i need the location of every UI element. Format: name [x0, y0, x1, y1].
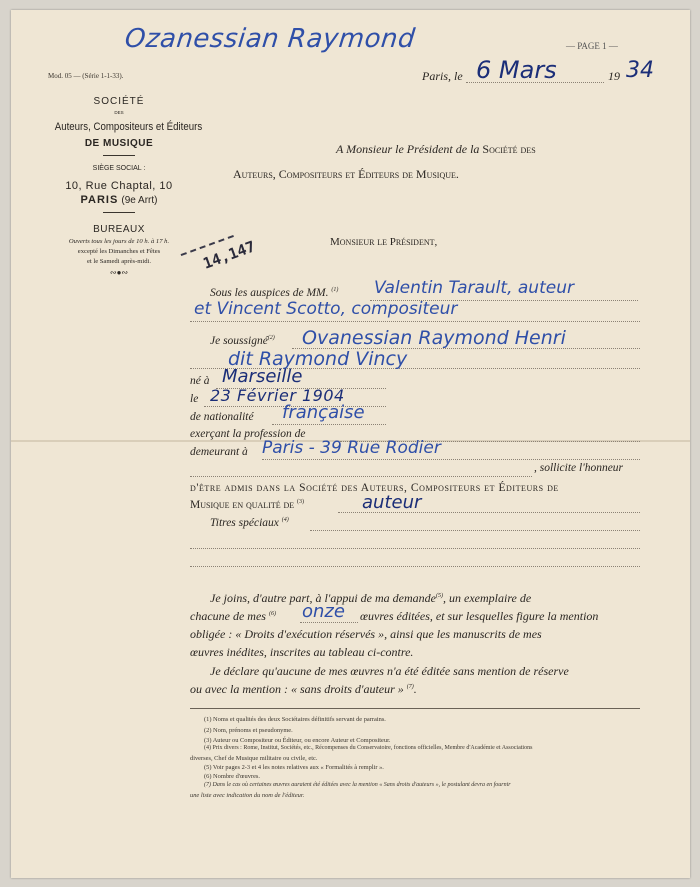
city-name: PARIS	[80, 194, 119, 206]
le-label: le	[190, 393, 199, 405]
place-date-label: Paris, le	[422, 69, 463, 83]
footnote-3: (3) Auteur ou Compositeur ou Éditeur, ou encore Auteur et Compositeur.	[204, 737, 391, 744]
year-handwritten: 34	[626, 58, 654, 83]
addressee-society: Société des	[482, 142, 536, 156]
salutation: Monsieur le Président,	[330, 236, 438, 248]
count-hand: onze	[302, 601, 345, 622]
footnote-5: (5) Voir pages 2-3 et 4 les notes relatives aux « Formalités à remplir ».	[204, 764, 384, 771]
footnote-2: (2) Nom, prénoms et pseudonyme.	[204, 727, 293, 734]
ne-hand: Marseille	[222, 366, 303, 387]
auspices-note: (1)	[331, 287, 339, 294]
auspices-dots-2	[190, 321, 640, 322]
nationality-hand: française	[282, 402, 365, 423]
le-hand: 23 Février 1904	[210, 386, 345, 405]
bureaux-hours-2: excepté les Dimanches et Fêtes	[77, 248, 161, 255]
footnote-7b: une liste avec indication du nom de l'éditeur.	[190, 792, 305, 799]
soussigne-note: (2)	[267, 335, 275, 342]
p2-l2-text: ou avec la mention : « sans droits d'auteur »	[190, 682, 404, 696]
footnote-7a: (7) Dans le cas où certaines œuvres auraient été éditées avec la mention « Sans droits d'auteurs », le postulant devra en fournir	[204, 782, 511, 788]
addressee-prefix: A Monsieur le Président de la	[336, 142, 480, 156]
qualite-label	[190, 499, 304, 511]
addressee-line-1	[336, 142, 536, 157]
titres-dots-1	[310, 530, 640, 531]
footnote-4b: diverses, Chef de Musique militaire ou civile, etc.	[190, 755, 318, 762]
paragraph-1-line-3: obligée : « Droits d'exécution réservés », ainsi que les manuscrits de mes	[190, 627, 542, 641]
profession-label: exerçant la profession de	[190, 428, 306, 440]
auspices-hand-2: et Vincent Scotto, compositeur	[194, 299, 458, 319]
date-handwritten: 6 Mars	[476, 56, 557, 84]
bureaux-hours-3: et le Samedi après-midi.	[86, 258, 152, 265]
society-music: DE MUSIQUE	[84, 138, 154, 149]
siege-city	[55, 194, 183, 206]
titres-note: (4)	[281, 517, 289, 524]
society-authors: Auteurs, Compositeurs et Éditeurs	[54, 121, 203, 133]
p2-l2-note: (7)	[406, 684, 414, 690]
bureaux-label: BUREAUX	[93, 224, 145, 235]
auspices-label	[210, 287, 338, 299]
footnote-1: (1) Noms et qualités des deux Sociétaires définitifs servant de parrains.	[204, 716, 386, 723]
ne-label: né à	[190, 375, 210, 387]
qualite-hand: auteur	[362, 492, 422, 513]
p1-l1-text: Je joins, d'autre part, à l'appui de ma demande	[210, 591, 436, 605]
p1-l2-start: chacune de mes	[190, 609, 266, 623]
arrondissement: (9e Arrt)	[121, 195, 158, 206]
address-label: demeurant à	[190, 446, 248, 458]
society-label: SOCIÉTÉ	[93, 96, 145, 107]
footnote-rule	[190, 708, 640, 709]
footnote-6: (6) Nombre d'œuvres.	[204, 773, 260, 780]
paragraph-2-line-1: Je déclare qu'aucune de mes œuvres n'a été éditée sans mention de réserve	[210, 664, 569, 678]
ornament-rule-2	[103, 212, 135, 213]
society-des: DES	[114, 110, 124, 115]
model-code: Mod. 05 — (Série 1-1-33).	[48, 72, 124, 80]
sollicite-text: , sollicite l'honneur	[534, 462, 624, 474]
siege-label: SIÈGE SOCIAL :	[92, 165, 146, 172]
admis-line: d'être admis dans la Société des Auteurs, Compositeurs et Éditeurs de	[190, 482, 559, 494]
footnote-4a: (4) Prix divers : Rome, Institut, Sociétés, etc., Récompenses du Conservatoire, fonctions officielles, Membre d'Académie et Associations	[204, 745, 533, 751]
nationality-dots	[272, 424, 386, 425]
soussigne-label	[210, 335, 275, 347]
nationality-label: de nationalité	[190, 411, 254, 423]
qualite-note: (3)	[297, 499, 305, 506]
p1-l1-note: (5)	[436, 593, 443, 599]
page-label: — PAGE 1 —	[566, 41, 618, 51]
siege-address: 10, Rue Chaptal, 10	[65, 180, 173, 192]
name-hand-2: dit Raymond Vincy	[228, 348, 408, 370]
paragraph-1-line-1	[210, 591, 531, 606]
bureaux-hours-1: Ouverts tous les jours de 10 h. à 17 h.	[68, 238, 170, 245]
qualite-text: Musique en qualité de	[190, 499, 295, 511]
titres-dots-2	[190, 548, 640, 549]
paragraph-1-line-2-end: œuvres éditées, et sur lesquelles figure la mention	[360, 609, 599, 623]
stamp-number: 14,147	[200, 237, 258, 273]
ornament-rule	[103, 155, 135, 156]
paragraph-1-line-4: œuvres inédites, inscrites au tableau ci-contre.	[190, 645, 414, 659]
titres-dots-3	[190, 566, 640, 567]
year-prefix: 19	[608, 69, 620, 83]
titres-label	[210, 517, 289, 529]
address-dots	[262, 459, 640, 460]
soussigne-text: Je soussigné	[210, 335, 268, 347]
handwritten-name: Ozanessian Raymond	[123, 24, 417, 54]
ornament-flourish: ∾●∾	[109, 268, 129, 277]
name-hand-1: Ovanessian Raymond Henri	[302, 327, 566, 349]
addressee-line-2: Auteurs, Compositeurs et Éditeurs de Musique.	[233, 167, 459, 181]
count-dots	[300, 622, 358, 623]
titres-text: Titres spéciaux	[210, 517, 279, 529]
paragraph-1-line-2	[190, 609, 276, 624]
address-dots-2	[190, 476, 532, 477]
p1-l2-note: (6)	[268, 611, 276, 617]
auspices-hand-1: Valentin Tarault, auteur	[374, 278, 574, 298]
p1-l1-end: , un exemplaire de	[443, 591, 532, 605]
address-hand: Paris - 39 Rue Rodier	[262, 438, 441, 458]
paragraph-2-line-2: ou avec la mention : « sans droits d'auteur » $^{(7)}$.	[190, 682, 417, 696]
auspices-text: Sous les auspices de MM.	[210, 287, 329, 299]
